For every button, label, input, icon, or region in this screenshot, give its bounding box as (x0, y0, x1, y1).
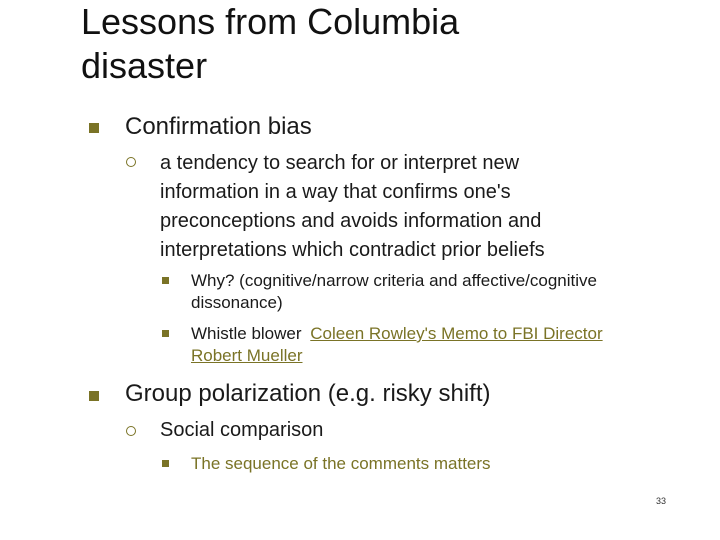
why-line-1: Why? (cognitive/narrow criteria and affective/cognitive (191, 271, 597, 290)
social-comparison: Social comparison (160, 419, 324, 441)
slide-title (81, 0, 681, 88)
bullet-confirmation-bias: Confirmation bias (125, 113, 312, 140)
small-square-bullet-icon (162, 330, 169, 337)
bullet-group-polarization: Group polarization (e.g. risky shift) (125, 380, 491, 407)
square-bullet-icon (89, 391, 99, 401)
page-number: 33 (656, 496, 667, 506)
sequence-item: The sequence of the comments matters (191, 454, 491, 473)
ring-bullet-icon (126, 426, 136, 436)
whistle-blower-prefix: Whistle blower (191, 324, 302, 343)
title-line-2: disaster (81, 45, 208, 86)
small-square-bullet-icon (162, 460, 169, 467)
confirmation-bias-definition (160, 149, 680, 265)
title-line-1: Lessons from Columbia (81, 1, 460, 42)
square-bullet-icon (89, 123, 99, 133)
definition-line-1: a tendency to search for or interpret new (160, 152, 520, 174)
small-square-bullet-icon (162, 277, 169, 284)
definition-line-3: preconceptions and avoids information and (160, 210, 542, 232)
rowley-memo-link[interactable]: Coleen Rowley's Memo to FBI Director (310, 324, 603, 343)
rowley-memo-link-cont[interactable]: Robert Mueller (191, 346, 303, 365)
why-line-2: dissonance) (191, 293, 283, 312)
ring-bullet-icon (126, 157, 136, 167)
definition-line-4: interpretations which contradict prior beliefs (160, 239, 545, 261)
definition-line-2: information in a way that confirms one's (160, 181, 511, 203)
why-item (191, 270, 691, 314)
whistle-blower-item (191, 323, 691, 367)
